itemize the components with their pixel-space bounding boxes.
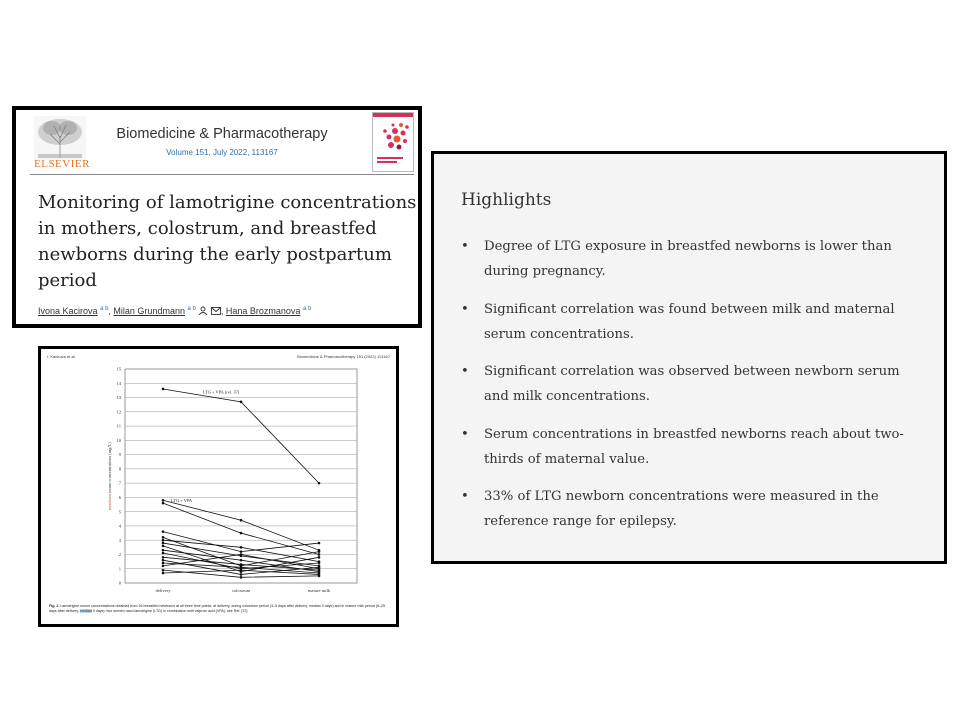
highlight-item xyxy=(461,484,911,534)
highlight-text: Degree of LTG exposure in breastfed newborns is lower than during pregnancy. xyxy=(484,239,892,279)
highlight-item xyxy=(461,359,911,409)
data-point xyxy=(162,562,165,565)
data-point xyxy=(318,553,321,556)
highlight-item xyxy=(461,297,911,347)
highlight-item xyxy=(461,422,911,472)
y-tick-label: 5 xyxy=(118,509,121,515)
data-point xyxy=(240,569,243,572)
y-tick-label: 10 xyxy=(116,437,121,443)
highlight-text: 33% of LTG newborn concentrations were measured in the reference range for epilepsy. xyxy=(484,489,879,530)
y-tick-label: 3 xyxy=(118,537,121,543)
journal-name[interactable]: Biomedicine & Pharmacotherapy xyxy=(116,126,328,142)
data-point xyxy=(240,553,243,556)
data-point xyxy=(318,562,321,565)
bullet-icon: • xyxy=(461,364,469,380)
bullet-icon: • xyxy=(461,239,469,254)
x-tick-label: delivery xyxy=(155,588,171,593)
y-tick-label: 1 xyxy=(118,566,121,572)
data-point xyxy=(240,550,243,553)
author-link[interactable]: Hana Brozmanova xyxy=(225,306,301,316)
author-affiliation[interactable]: a b xyxy=(100,306,109,312)
y-tick-label: 14 xyxy=(116,380,121,386)
author-affiliation[interactable]: a b xyxy=(187,306,196,312)
y-axis-label-text: serum concentrations (mg/L) xyxy=(107,442,112,495)
y-tick-label: 6 xyxy=(118,495,121,500)
author-affiliation[interactable]: a b xyxy=(302,306,312,312)
chart-annotation: LTG + VPA xyxy=(171,497,193,503)
y-axis-label xyxy=(107,442,112,510)
data-point xyxy=(318,567,321,570)
y-tick-label: 15 xyxy=(116,366,121,372)
x-tick-label: colostrum xyxy=(231,588,251,593)
x-tick-label: mature milk xyxy=(307,588,331,593)
data-point xyxy=(162,565,165,568)
data-point xyxy=(162,530,165,533)
data-point xyxy=(240,532,243,535)
caption-text: 9 days); two women used lamotrigine (LTG) in combination with valproic acid (VPA), see Ref. [37]. xyxy=(91,609,249,613)
y-tick-label: 7 xyxy=(118,480,121,486)
paper-title: Monitoring of lamotrigine concentrations in mothers, colostrum, and breastfed newborns during the early postpartum period xyxy=(38,192,417,291)
data-point xyxy=(162,552,165,555)
bullet-icon: • xyxy=(461,489,469,505)
author-link[interactable]: Ivona Kacirova xyxy=(38,306,98,316)
data-point xyxy=(162,569,165,572)
data-point xyxy=(162,559,165,562)
data-point xyxy=(162,499,165,502)
y-tick-label: 4 xyxy=(118,523,121,529)
data-point xyxy=(318,556,321,559)
publisher-name: ELSEVIER xyxy=(34,158,90,170)
author-separator: , xyxy=(108,306,114,316)
data-point xyxy=(240,559,243,562)
highlight-text: Serum concentrations in breastfed newborns reach about two-thirds of maternal value. xyxy=(484,426,904,467)
data-point xyxy=(162,542,165,545)
highlights-card xyxy=(431,151,947,564)
data-point xyxy=(318,542,321,545)
author-link[interactable]: Milan Grundmann xyxy=(113,306,185,316)
data-point xyxy=(162,549,165,552)
data-point xyxy=(162,545,165,548)
data-point xyxy=(162,536,165,539)
bullet-icon: • xyxy=(461,426,469,442)
data-point xyxy=(318,550,321,553)
highlight-text: Significant correlation was found between milk and maternal serum concentrations. xyxy=(484,301,895,342)
highlights-list xyxy=(461,234,911,547)
data-point xyxy=(162,388,165,391)
journal-cover-thumbnail[interactable] xyxy=(372,112,414,172)
highlight-item xyxy=(461,234,911,284)
y-tick-label: 8 xyxy=(118,466,121,472)
data-point xyxy=(318,573,321,576)
figure-label: Fig. 2. xyxy=(49,604,60,608)
data-point xyxy=(240,566,243,569)
lamotrigine-line-chart xyxy=(41,349,396,601)
y-tick-label: 2 xyxy=(118,552,121,558)
chart-annotation: LTG + VPA [ref. 37] xyxy=(202,389,240,395)
running-head-journal: Biomedicine & Pharmacotherapy 151 (2022) 113167 xyxy=(297,354,390,359)
data-point xyxy=(240,576,243,579)
data-point xyxy=(240,573,243,576)
data-point xyxy=(162,556,165,559)
y-tick-label: 9 xyxy=(118,452,121,458)
bullet-icon: • xyxy=(461,301,469,317)
person-icon[interactable] xyxy=(198,306,208,315)
data-point xyxy=(240,546,243,549)
figure-card xyxy=(38,346,399,627)
data-point xyxy=(240,401,243,404)
running-head-authors: I. Kacirova et al. xyxy=(47,354,76,359)
y-tick-label: 0 xyxy=(118,580,121,586)
caption-text: Lamotrigine serum concentrations obtained from 16 breastfed newborns at all three time points: at delivery, during colostrum period (3–5 days after delivery, median 3 days) and in mature milk period (6–25 days after delivery, xyxy=(49,604,386,613)
author-separator: , xyxy=(220,306,226,316)
caption-highlighted-word: median xyxy=(79,609,92,613)
y-axis-label-prefix: newborn xyxy=(107,494,112,510)
data-point xyxy=(162,572,165,575)
data-point xyxy=(318,482,321,485)
article-header-card xyxy=(12,106,422,328)
highlight-text: Significant correlation was observed between newborn serum and milk concentrations. xyxy=(484,364,900,405)
y-tick-label: 12 xyxy=(116,409,121,415)
journal-volume[interactable]: Volume 151, July 2022, 113167 xyxy=(166,148,278,157)
email-icon[interactable] xyxy=(211,307,221,315)
data-point xyxy=(240,563,243,566)
highlights-title: Highlights xyxy=(461,190,552,210)
data-point xyxy=(162,502,165,505)
y-tick-label: 11 xyxy=(116,423,121,429)
data-point xyxy=(240,519,243,522)
header-divider xyxy=(30,174,414,175)
author-list xyxy=(38,306,311,316)
y-tick-label: 13 xyxy=(116,395,121,401)
figure-caption xyxy=(49,604,393,614)
data-point xyxy=(162,539,165,542)
